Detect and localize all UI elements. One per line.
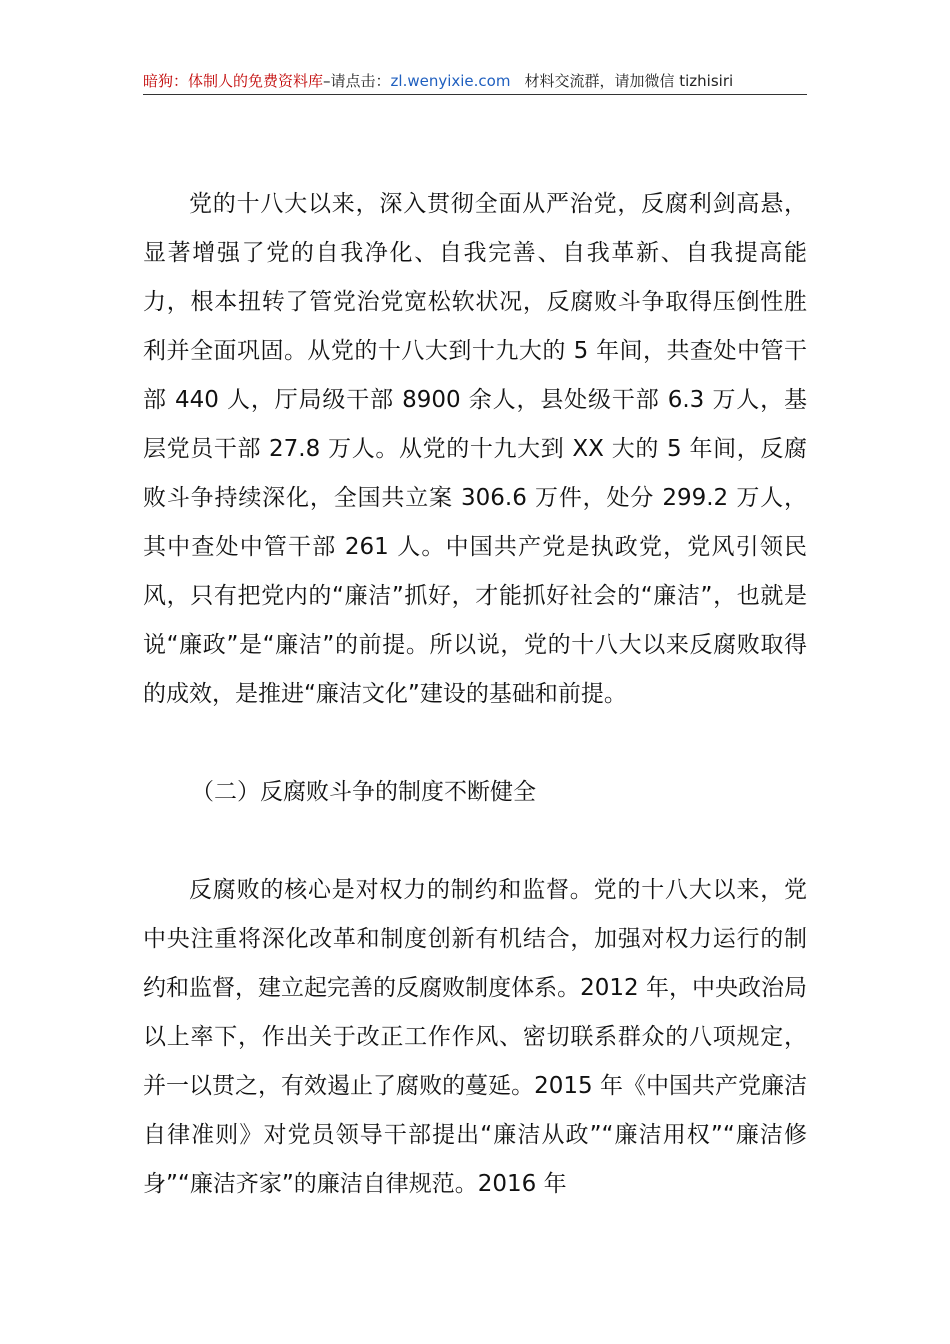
section-heading: （二）反腐败斗争的制度不断健全 (191, 779, 536, 805)
paragraph-institutions: 反腐败的核心是对权力的制约和监督。党的十八大以来，党中央注重将深化改革和制度创新有机结合，加强对权力运行的制约和监督，建立起完善的反腐败制度体系。2012 年，中央政治局以上率下，作出关于改正工作作风、密切联系群众的八项规定，并一以贯之，有效遏止了腐败的蔓延。2015 年《中国共产党廉洁自律准则》对党员领导干部提出“廉洁从政”“廉洁用权”“廉洁修身”“廉洁齐家”的廉洁自律规范。2016 年 (143, 877, 807, 1197)
page-header (143, 70, 807, 94)
header-link-prefix: –请点击： (323, 72, 391, 90)
header-brand: 暗狗：体制人的免费资料库 (143, 72, 324, 90)
header-url-link[interactable]: zl.wenyixie.com (390, 72, 511, 90)
header-divider (143, 94, 807, 95)
paragraph-achievements: 党的十八大以来，深入贯彻全面从严治党，反腐利剑高悬，显著增强了党的自我净化、自我完善、自我革新、自我提高能力，根本扭转了管党治党宽松软状况，反腐败斗争取得压倒性胜利并全面巩固。从党的十八大到十九大的 5 年间，共查处中管干部 440 人，厅局级干部 8900 余人，县处级干部 6.3 万人，基层党员干部 27.8 万人。从党的十九大到 XX 大的 5 年间，反腐败斗争持续深化，全国共立案 306.6 万件，处分 299.2 万人，其中查处中管干部 261 人。中国共产党是执政党，党风引领民风，只有把党内的“廉洁”抓好，才能抓好社会的“廉洁”，也就是说“廉政”是“廉洁”的前提。所以说，党的十八大以来反腐败取得的成效，是推进“廉洁文化”建设的基础和前提。 (143, 191, 807, 707)
document-body (143, 180, 807, 1209)
header-wechat-note: 材料交流群，请加微信 tizhisiri (524, 72, 734, 90)
